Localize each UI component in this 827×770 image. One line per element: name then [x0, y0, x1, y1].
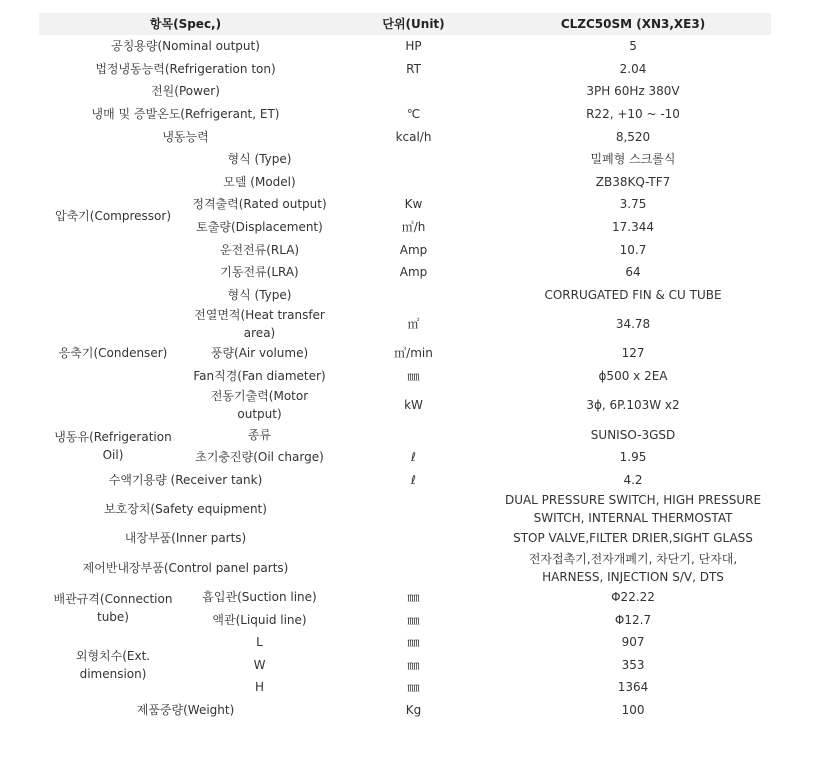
row-label: 보호장치(Safety equipment) [104, 502, 267, 517]
row-unit: ㎜ [407, 612, 420, 627]
row-value: 34.78 [615, 317, 651, 332]
header-unit: 단위(Unit) [332, 13, 495, 35]
row-value: 4.2 [623, 472, 643, 487]
row-value: 1.95 [619, 450, 647, 465]
row-unit: ㎜ [407, 680, 420, 695]
table-row [39, 284, 771, 307]
row-label: 액관(Liquid line) [212, 612, 307, 627]
row-value: 3PH 60Hz 380V [586, 84, 680, 99]
group-label-condenser: 응축기(Condenser) [58, 346, 168, 361]
table-row [39, 125, 771, 148]
row-label: 모델 (Model) [223, 174, 296, 189]
row-value: 1364 [617, 680, 649, 695]
header-row [39, 13, 771, 35]
row-value: 100 [621, 702, 645, 717]
row-unit: kcal/h [395, 129, 432, 144]
row-value: 밀폐형 스크롤식 [590, 152, 676, 167]
row-unit: ㎜ [407, 657, 420, 672]
row-unit: ㎡ [407, 317, 420, 332]
row-label: 공칭용량(Nominal output) [111, 39, 260, 54]
row-label: 초기충진량(Oil charge) [195, 450, 324, 465]
row-unit [332, 550, 495, 586]
row-unit: Kg [405, 702, 422, 717]
table-row [39, 699, 771, 722]
group-label-oil: 냉동유(Refrigeration Oil) [54, 429, 172, 462]
row-label: 전열면적(Heat transfer area) [194, 308, 325, 341]
row-value: 907 [621, 635, 645, 650]
row-label: 법정냉동능력(Refrigeration ton) [95, 61, 276, 76]
row-label: W [253, 657, 266, 672]
header-spec: 항목(Spec,) [39, 13, 332, 35]
row-unit [332, 171, 495, 194]
row-label: Fan직경(Fan diameter) [193, 369, 326, 384]
table-row [39, 148, 771, 171]
row-label: 운전전류(RLA) [219, 242, 300, 257]
group-label-compressor: 압축기(Compressor) [55, 208, 171, 223]
row-value: CORRUGATED FIN & CU TUBE [544, 287, 722, 302]
row-value: 3ϕ, 6P.103W x2 [586, 398, 680, 413]
row-unit: Kw [404, 197, 423, 212]
table-row [39, 35, 771, 58]
row-value: 17.344 [612, 220, 655, 235]
row-value: 10.7 [619, 242, 647, 257]
table-row [39, 491, 771, 527]
row-value: Φ12.7 [614, 612, 652, 627]
row-label: 수액기용량 (Receiver tank) [108, 472, 263, 487]
row-value: 353 [621, 657, 645, 672]
table-row [39, 423, 771, 446]
table-row [39, 58, 771, 81]
row-value: 3.75 [619, 197, 647, 212]
row-label: 내장부품(Inner parts) [124, 531, 247, 546]
row-value: 8,520 [615, 129, 651, 144]
row-value: 전자접촉기,전자개폐기, 차단기, 단자대, HARNESS, INJECTION S/V, DTS [528, 551, 738, 584]
row-value: 127 [621, 346, 645, 361]
table-row [39, 527, 771, 550]
row-unit: ㎥/min [394, 346, 433, 361]
row-value: R22, +10 ~ -10 [586, 107, 680, 122]
table-row [39, 550, 771, 586]
row-label: 제품중량(Weight) [136, 702, 235, 717]
row-label: 전동기출력(Motor output) [210, 389, 309, 422]
table-row [39, 586, 771, 609]
row-unit: HP [405, 39, 422, 54]
row-value: DUAL PRESSURE SWITCH, HIGH PRESSURE SWITCH, INTERNAL THERMOSTAT [504, 493, 762, 526]
row-unit [332, 423, 495, 446]
row-label: 냉동능력 [162, 129, 209, 144]
row-value: 2.04 [619, 61, 647, 76]
table-row [39, 631, 771, 654]
row-unit [332, 284, 495, 307]
row-unit: ㎥/h [401, 220, 426, 235]
row-label: 토출량(Displacement) [196, 220, 323, 235]
row-value: Φ22.22 [611, 589, 655, 604]
row-unit: ℓ [411, 450, 416, 465]
group-label-connection: 배관규격(Connection tube) [53, 592, 173, 625]
row-unit: Amp [399, 265, 428, 280]
row-unit: ㎜ [407, 635, 420, 650]
header-model: CLZC50SM (XN3,XE3) [495, 13, 771, 35]
row-value: 64 [625, 265, 641, 280]
row-label: 형식 (Type) [227, 152, 292, 167]
spec-table [39, 13, 771, 721]
row-label: 냉매 및 증발온도(Refrigerant, ET) [91, 107, 280, 122]
row-value: SUNISO-3GSD [590, 427, 676, 442]
row-label: 제어반내장부품(Control panel parts) [82, 560, 289, 575]
row-unit: ㎜ [407, 369, 420, 384]
table-row [39, 80, 771, 103]
row-value: ZB38KQ-TF7 [595, 174, 671, 189]
row-label: H [254, 680, 265, 695]
row-unit: ㎜ [407, 589, 420, 604]
row-unit: kW [404, 398, 423, 413]
row-unit: ℃ [406, 107, 421, 122]
row-label: 형식 (Type) [227, 287, 292, 302]
row-label: 풍량(Air volume) [210, 346, 309, 361]
row-unit [332, 527, 495, 550]
row-unit: Amp [399, 242, 428, 257]
row-label: L [256, 635, 263, 650]
row-label: 정격출력(Rated output) [192, 197, 327, 212]
row-label: 기동전류(LRA) [220, 265, 299, 280]
row-label: 전원(Power) [151, 84, 220, 99]
group-label-dimension: 외형치수(Ext. dimension) [75, 648, 151, 681]
row-label: 종류 [247, 427, 272, 442]
row-label: 흡입관(Suction line) [202, 589, 317, 604]
table-row [39, 469, 771, 492]
row-value: STOP VALVE,FILTER DRIER,SIGHT GLASS [513, 531, 753, 546]
row-unit [332, 80, 495, 103]
row-unit: ℓ [411, 472, 416, 487]
row-unit [332, 491, 495, 527]
row-unit [332, 148, 495, 171]
row-unit: RT [406, 61, 421, 76]
table-row [39, 103, 771, 126]
row-value: ϕ500 x 2EA [598, 369, 668, 384]
row-value: 5 [629, 39, 637, 54]
